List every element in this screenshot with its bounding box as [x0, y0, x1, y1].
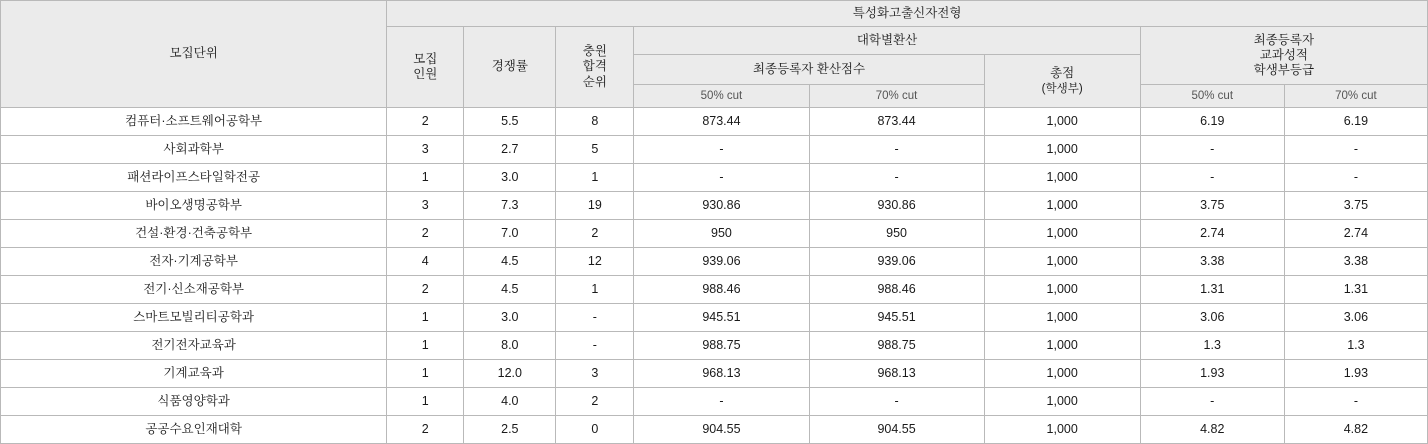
cell-total: 1,000: [984, 220, 1140, 248]
cell-unit: 기계교육과: [1, 360, 387, 388]
cell-competition: 2.7: [464, 136, 556, 164]
table-row: [1, 332, 1428, 360]
cell-grade70: 3.75: [1284, 192, 1427, 220]
cell-unit: 스마트모빌리티공학과: [1, 304, 387, 332]
cell-quota: 2: [387, 220, 464, 248]
cell-score50: 930.86: [634, 192, 809, 220]
table-row: [1, 164, 1428, 192]
cell-unit: 공공수요인재대학: [1, 416, 387, 444]
cell-total: 1,000: [984, 304, 1140, 332]
cell-quota: 1: [387, 164, 464, 192]
cell-score70: 988.75: [809, 332, 984, 360]
cell-waitlist: 2: [556, 388, 634, 416]
cell-waitlist: 5: [556, 136, 634, 164]
cell-score50: 945.51: [634, 304, 809, 332]
cell-waitlist: 0: [556, 416, 634, 444]
cell-total: 1,000: [984, 388, 1140, 416]
cell-total: 1,000: [984, 248, 1140, 276]
table-row: [1, 136, 1428, 164]
cell-score50: -: [634, 136, 809, 164]
cell-grade50: 2.74: [1140, 220, 1284, 248]
cell-quota: 1: [387, 388, 464, 416]
cell-score50: 988.75: [634, 332, 809, 360]
header-score-cut70: 70% cut: [809, 85, 984, 108]
cell-grade70: -: [1284, 164, 1427, 192]
cell-total: 1,000: [984, 416, 1140, 444]
cell-score70: 988.46: [809, 276, 984, 304]
cell-quota: 2: [387, 276, 464, 304]
header-row-admission-type: [1, 1, 1428, 27]
header-waitlist-line3: 순위: [582, 74, 607, 89]
cell-competition: 5.5: [464, 108, 556, 136]
cell-score70: 939.06: [809, 248, 984, 276]
header-total-line2: (학생부): [1041, 82, 1083, 95]
cell-unit: 식품영양학과: [1, 388, 387, 416]
cell-unit: 컴퓨터·소프트웨어공학부: [1, 108, 387, 136]
header-grade-cut70: 70% cut: [1284, 85, 1427, 108]
cell-unit: 패션라이프스타일학전공: [1, 164, 387, 192]
cell-quota: 2: [387, 416, 464, 444]
header-competition: 경쟁률: [464, 27, 556, 108]
table-row: [1, 192, 1428, 220]
cell-competition: 12.0: [464, 360, 556, 388]
cell-unit: 바이오생명공학부: [1, 192, 387, 220]
cell-grade50: -: [1140, 164, 1284, 192]
cell-grade50: 1.3: [1140, 332, 1284, 360]
cell-quota: 2: [387, 108, 464, 136]
header-final-grade-line2: 교과성적: [1259, 47, 1308, 62]
cell-competition: 4.5: [464, 248, 556, 276]
cell-grade50: 3.75: [1140, 192, 1284, 220]
cell-grade70: -: [1284, 388, 1427, 416]
cell-score50: 939.06: [634, 248, 809, 276]
cell-competition: 3.0: [464, 304, 556, 332]
header-final-grade-line1: 최종등록자: [1253, 32, 1315, 47]
cell-competition: 4.0: [464, 388, 556, 416]
cell-score70: 930.86: [809, 192, 984, 220]
header-quota: [387, 27, 464, 108]
cell-competition: 7.3: [464, 192, 556, 220]
cell-grade70: 1.31: [1284, 276, 1427, 304]
cell-total: 1,000: [984, 136, 1140, 164]
cell-score70: -: [809, 136, 984, 164]
cell-grade70: 3.06: [1284, 304, 1427, 332]
cell-quota: 1: [387, 304, 464, 332]
cell-total: 1,000: [984, 108, 1140, 136]
cell-quota: 4: [387, 248, 464, 276]
header-final-grade-line3: 학생부등급: [1253, 63, 1315, 78]
cell-waitlist: 2: [556, 220, 634, 248]
cell-competition: 4.5: [464, 276, 556, 304]
table-row: [1, 108, 1428, 136]
table-row: [1, 304, 1428, 332]
cell-waitlist: 1: [556, 164, 634, 192]
cell-grade70: 4.82: [1284, 416, 1427, 444]
table-row: [1, 388, 1428, 416]
header-waitlist-line1: 충원: [582, 44, 607, 59]
header-final-score: 최종등록자 환산점수: [634, 55, 984, 85]
table-row: [1, 360, 1428, 388]
cell-competition: 7.0: [464, 220, 556, 248]
header-final-grade: [1140, 27, 1427, 85]
cell-unit: 전자·기계공학부: [1, 248, 387, 276]
cell-competition: 2.5: [464, 416, 556, 444]
cell-grade70: 6.19: [1284, 108, 1427, 136]
cell-grade50: -: [1140, 388, 1284, 416]
cell-unit: 전기·신소재공학부: [1, 276, 387, 304]
cell-competition: 3.0: [464, 164, 556, 192]
cell-score70: 904.55: [809, 416, 984, 444]
cell-grade70: 3.38: [1284, 248, 1427, 276]
cell-waitlist: 1: [556, 276, 634, 304]
table-row: [1, 416, 1428, 444]
cell-competition: 8.0: [464, 332, 556, 360]
table-row: [1, 248, 1428, 276]
cell-score70: -: [809, 388, 984, 416]
cell-score50: 904.55: [634, 416, 809, 444]
header-quota-line1: 모집: [413, 51, 438, 66]
cell-grade50: 1.31: [1140, 276, 1284, 304]
cell-total: 1,000: [984, 360, 1140, 388]
table-body: [1, 108, 1428, 444]
cell-waitlist: 12: [556, 248, 634, 276]
cell-quota: 1: [387, 360, 464, 388]
cell-score50: -: [634, 164, 809, 192]
header-admission-type: 특성화고출신자전형: [387, 1, 1428, 27]
cell-score70: 950: [809, 220, 984, 248]
table-row: [1, 220, 1428, 248]
cell-quota: 3: [387, 136, 464, 164]
cell-grade50: 1.93: [1140, 360, 1284, 388]
cell-score50: 873.44: [634, 108, 809, 136]
header-grade-cut50: 50% cut: [1140, 85, 1284, 108]
cell-grade50: 6.19: [1140, 108, 1284, 136]
cell-grade70: -: [1284, 136, 1427, 164]
cell-quota: 3: [387, 192, 464, 220]
header-univ-conversion: 대학별환산: [634, 27, 1140, 55]
cell-score50: 988.46: [634, 276, 809, 304]
cell-waitlist: -: [556, 332, 634, 360]
cell-score50: 950: [634, 220, 809, 248]
cell-grade50: 3.38: [1140, 248, 1284, 276]
cell-grade50: -: [1140, 136, 1284, 164]
header-waitlist: [556, 27, 634, 108]
header-total-line1: 총점: [1050, 66, 1075, 81]
cell-unit: 건설·환경·건축공학부: [1, 220, 387, 248]
cell-waitlist: 8: [556, 108, 634, 136]
cell-score70: 945.51: [809, 304, 984, 332]
cell-score50: -: [634, 388, 809, 416]
header-quota-line2: 인원: [413, 67, 438, 81]
cell-waitlist: -: [556, 304, 634, 332]
cell-grade70: 2.74: [1284, 220, 1427, 248]
cell-waitlist: 19: [556, 192, 634, 220]
cell-grade70: 1.93: [1284, 360, 1427, 388]
table-row: [1, 276, 1428, 304]
header-waitlist-line2: 합격: [582, 59, 607, 74]
cell-quota: 1: [387, 332, 464, 360]
table-head: [1, 1, 1428, 108]
cell-score70: 873.44: [809, 108, 984, 136]
cell-grade50: 3.06: [1140, 304, 1284, 332]
cell-score50: 968.13: [634, 360, 809, 388]
cell-score70: 968.13: [809, 360, 984, 388]
cell-grade70: 1.3: [1284, 332, 1427, 360]
cell-score70: -: [809, 164, 984, 192]
cell-total: 1,000: [984, 276, 1140, 304]
header-unit: 모집단위: [1, 1, 387, 108]
cell-total: 1,000: [984, 192, 1140, 220]
cell-waitlist: 3: [556, 360, 634, 388]
cell-unit: 사회과학부: [1, 136, 387, 164]
cell-unit: 전기전자교육과: [1, 332, 387, 360]
header-total: [984, 55, 1140, 108]
cell-grade50: 4.82: [1140, 416, 1284, 444]
cell-total: 1,000: [984, 332, 1140, 360]
header-score-cut50: 50% cut: [634, 85, 809, 108]
cell-total: 1,000: [984, 164, 1140, 192]
